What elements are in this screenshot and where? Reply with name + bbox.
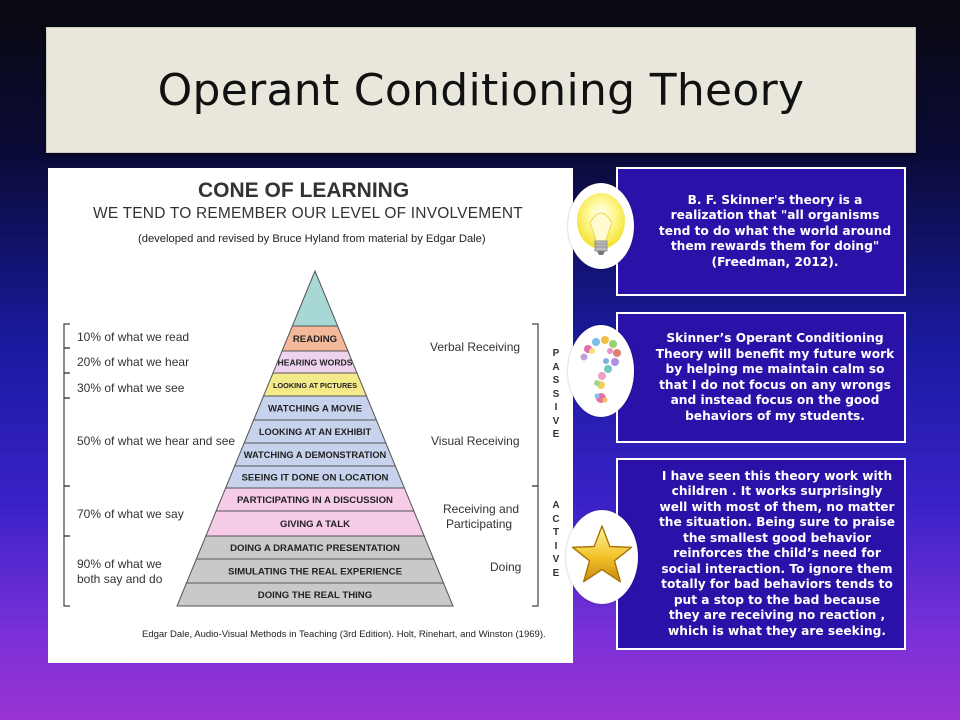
active-label xyxy=(550,500,562,581)
card-text: Skinner’s Operant Conditioning Theory will benefit my future work by helping me maintain calm so that I do not focus on any wrongs and instead focus on the good behaviors of my students. xyxy=(655,331,895,423)
vertical-letter: I xyxy=(554,540,558,552)
cone-level-label: GIVING A TALK xyxy=(280,519,350,530)
vertical-letter: S xyxy=(552,388,560,400)
card-text: I have seen this theory work with children . It works surprisingly well with most of them, no matter the situation. Being sure to praise the smallest good behavior reinforces the child’s need for social interaction. To ignore them totally for bad behaviors tends to put a stop to the bad because they are receiving no reaction , which is what they are seeking. xyxy=(658,468,896,638)
bracket xyxy=(532,324,538,486)
star-icon xyxy=(566,510,638,604)
vertical-letter: T xyxy=(552,527,560,538)
bracket xyxy=(64,536,70,606)
cone-credit: (developed and revised by Bruce Hyland from material by Edgar Dale) xyxy=(138,233,486,245)
percent-label: 20% of what we hear xyxy=(77,355,190,369)
cone-citation: Edgar Dale, Audio-Visual Methods in Teaching (3rd Edition). Holt, Rinehart, and Winston (1969). xyxy=(142,629,546,640)
vertical-letter: P xyxy=(552,348,560,359)
vertical-letter: E xyxy=(552,429,560,440)
mode-participating: Participating xyxy=(446,517,513,531)
cone-title: CONE OF LEARNING xyxy=(198,179,410,202)
bracket xyxy=(64,398,70,486)
vertical-letter: C xyxy=(552,513,560,525)
cone-level-label: LOOKING AT AN EXHIBIT xyxy=(258,427,372,437)
card-text: B. F. Skinner's theory is a realization that "all organisms tend to do what the world around them rewards them for doing" (Freedman, 2012). xyxy=(658,192,892,269)
vertical-letter: E xyxy=(552,567,560,579)
cone-level-label: SEEING IT DONE ON LOCATION xyxy=(241,472,389,484)
card-future-work xyxy=(616,312,906,443)
mode-receiving: Receiving and xyxy=(443,502,520,516)
cone-level-label: DOING THE REAL THING xyxy=(257,590,373,601)
bracket xyxy=(64,373,70,398)
mode-doing: Doing xyxy=(490,560,522,574)
bracket xyxy=(64,486,70,536)
percent-label: 90% of what we xyxy=(77,557,162,571)
cone-level-label: HEARING WORDS xyxy=(277,357,353,368)
vertical-letter: A xyxy=(552,361,560,373)
bracket xyxy=(64,348,70,373)
vertical-letter: S xyxy=(552,375,560,386)
cone-level-label: PARTICIPATING IN A DISCUSSION xyxy=(237,495,393,506)
title-box xyxy=(46,27,916,153)
cone-subtitle: WE TEND TO REMEMBER OUR LEVEL OF INVOLVEMENT xyxy=(93,205,523,222)
passive-label xyxy=(550,348,562,443)
slide-title: Operant Conditioning Theory xyxy=(157,64,805,116)
cone-level-label: SIMULATING THE REAL EXPERIENCE xyxy=(228,566,402,578)
lightbulb-bubble xyxy=(568,183,634,269)
cone-level-label: WATCHING A DEMONSTRATION xyxy=(243,450,387,460)
bracket xyxy=(532,486,538,606)
vertical-letter: A xyxy=(552,500,560,511)
vertical-letter: I xyxy=(554,402,558,413)
lightbulb-icon xyxy=(568,183,634,269)
mode-visual: Visual Receiving xyxy=(431,434,520,448)
vertical-letter: V xyxy=(552,554,560,565)
percent-label: 30% of what we see xyxy=(77,381,185,395)
star-bubble xyxy=(566,510,638,604)
percent-label: 10% of what we read xyxy=(77,330,190,344)
cone-apex xyxy=(292,271,337,326)
question-bubble xyxy=(568,325,634,417)
mode-verbal: Verbal Receiving xyxy=(430,340,521,354)
percent-label: 70% of what we say xyxy=(77,507,184,521)
card-skinner-theory xyxy=(616,167,906,296)
vertical-letter: V xyxy=(552,415,560,427)
cone-of-learning-image xyxy=(48,168,573,663)
cone-level-label: LOOKING AT PICTURES xyxy=(273,381,357,390)
bracket xyxy=(64,324,70,348)
cone-pyramid xyxy=(48,168,573,663)
cone-level-label: DOING A DRAMATIC PRESENTATION xyxy=(230,543,400,554)
cone-level-label: WATCHING A MOVIE xyxy=(268,403,362,415)
percent-label: 50% of what we hear and see xyxy=(77,434,236,448)
percent-label: both say and do xyxy=(77,572,163,586)
question-mark-icon xyxy=(568,325,634,417)
cone-level-label: READING xyxy=(292,334,338,345)
card-experience xyxy=(616,458,906,650)
